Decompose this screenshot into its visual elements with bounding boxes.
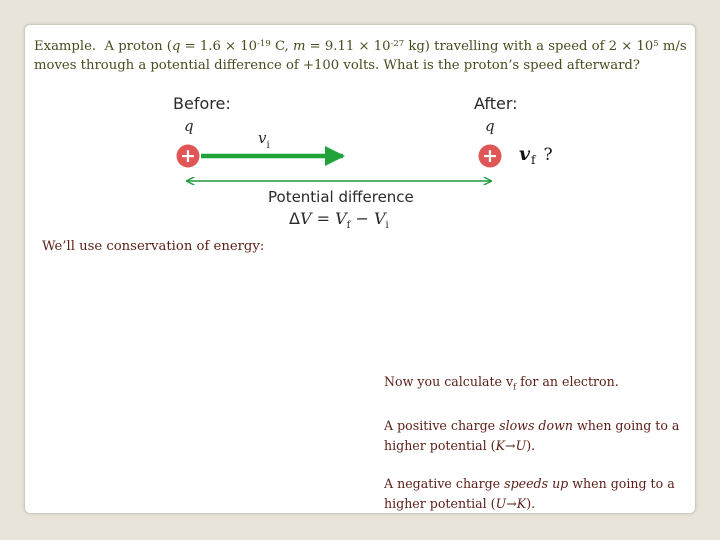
negative-charge-note: A negative charge speeds up when going to a higher potential (U→K). (384, 476, 675, 511)
delta-v-equation: $\Delta V = V_f - V_i$ (289, 209, 389, 231)
speed-exponent: 5 (653, 39, 659, 49)
notes-panel (384, 372, 694, 532)
problem-text: C, (270, 39, 293, 54)
initial-velocity-label: $v_i$ (258, 129, 270, 151)
charge-label-before: q (184, 117, 194, 135)
proton-diagram (25, 25, 695, 265)
final-velocity-question: $v_f$ ? (519, 143, 553, 167)
charge-label-after: q (485, 117, 495, 135)
problem-text: = 9.11 × 10 (305, 39, 391, 54)
svg-text:+: + (180, 145, 196, 167)
electron-exercise: Now you calculate $v_f$ for an electron. (384, 374, 619, 392)
mass-exponent: -27 (390, 39, 405, 49)
proton-after (479, 145, 502, 168)
problem-text: m/s moves through a potential difference of +100 volts. What is the proton’s speed afterward? (34, 39, 687, 73)
before-label: Before: (173, 94, 231, 113)
slide (24, 24, 696, 514)
problem-text: A proton ( (104, 39, 172, 54)
charge-variable: q (171, 39, 181, 54)
positive-charge-note: A positive charge slows down when going to a higher potential (K→U). (384, 418, 680, 453)
charge-exponent: -19 (257, 39, 271, 49)
problem-text: = 1.6 × 10 (180, 39, 258, 54)
svg-text:+: + (482, 145, 498, 167)
proton-before (177, 145, 200, 168)
example-label: Example. (34, 39, 97, 54)
after-label: After: (474, 94, 518, 113)
problem-text: kg) travelling with a speed of 2 × 10 (404, 39, 654, 54)
potential-difference-label: Potential difference (268, 188, 414, 206)
mass-variable: m (292, 39, 306, 54)
conservation-note: We’ll use conservation of energy: (42, 239, 265, 254)
